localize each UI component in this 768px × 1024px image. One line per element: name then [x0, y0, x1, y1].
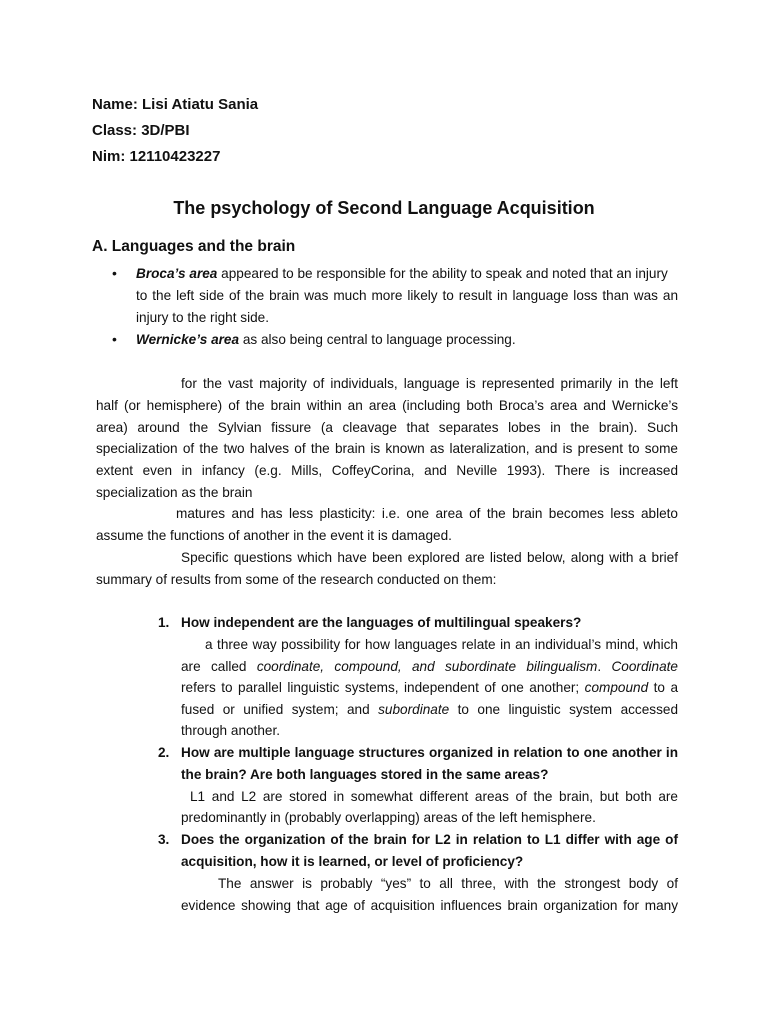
- student-nim: Nim: 12110423227: [92, 148, 221, 165]
- bullet-1-line-2: to the left side of the brain was much more likely to result in language loss than was an: [136, 288, 678, 303]
- student-class: Class: 3D/PBI: [92, 122, 190, 139]
- p1-line-8: assume the functions of another in the event it is damaged.: [96, 528, 452, 543]
- question-2-title-line-2: the brain? Are both languages stored in the same areas?: [181, 767, 549, 782]
- bullet-1-line-1: [136, 263, 668, 285]
- q1-a4-pre: fused or unified system; and: [181, 702, 379, 717]
- question-2-number: 2.: [158, 745, 170, 760]
- q1-a4-italic-subordinate: subordinate: [378, 702, 450, 717]
- question-3-answer-line-2: evidence showing that age of acquisition influences brain organization for many: [181, 898, 678, 913]
- section-heading-a: A. Languages and the brain: [92, 238, 296, 255]
- q1-a2-mid: .: [597, 659, 612, 674]
- question-1-answer-line-5: through another.: [181, 723, 281, 738]
- question-1-answer-line-3: [181, 677, 678, 699]
- question-3-title-line-1: Does the organization of the brain for L2 in relation to L1 differ with age of: [181, 832, 678, 847]
- q1-a3-italic-compound: compound: [584, 680, 649, 695]
- p1-line-7: matures and has less plasticity: i.e. one area of the brain becomes less ableto: [176, 506, 678, 521]
- p1-line-2: half (or hemisphere) of the brain within an area (including both Broca’s area and Wernicke’s: [96, 398, 678, 413]
- question-2-answer-line-1: L1 and L2 are stored in somewhat different areas of the brain, but both are: [190, 789, 678, 804]
- q1-a4-post: to one linguistic system accessed: [449, 702, 679, 717]
- p1-line-4: specialization of the two halves of the brain is known as lateralization, and is present to some: [96, 441, 678, 456]
- question-1-answer-line-1: a three way possibility for how languages relate in an individual’s mind, which: [205, 637, 678, 652]
- p1-line-1: for the vast majority of individuals, language is represented primarily in the left: [181, 376, 678, 391]
- bullet-2-line-1: [136, 329, 516, 351]
- p1-line-5: extent even in infancy (e.g. Mills, CoffeyCorina, and Neville 1993). There is increased: [96, 463, 678, 478]
- bullet-2-text: as also being central to language processing.: [239, 332, 516, 347]
- bullet-1-text: appeared to be responsible for the ability to speak and noted that an injury: [217, 266, 668, 281]
- p1-line-6: specialization as the brain: [96, 485, 253, 500]
- term-wernickes-area: Wernicke’s area: [136, 332, 240, 347]
- question-3-title-line-2: acquisition, how it is learned, or level of proficiency?: [181, 854, 524, 869]
- question-1-answer-line-4: [181, 699, 678, 721]
- q1-a3-post: to a: [648, 680, 678, 695]
- question-1-number: 1.: [158, 615, 170, 630]
- question-1-answer-line-2: [181, 656, 678, 678]
- question-3-number: 3.: [158, 832, 170, 847]
- question-2-answer-line-2: predominantly in (probably overlapping) areas of the left hemisphere.: [181, 810, 596, 825]
- question-1-title: How independent are the languages of multilingual speakers?: [181, 615, 582, 630]
- q1-a2-italic-terms: coordinate, compound, and subordinate bilingualism: [256, 659, 598, 674]
- question-2-title-line-1: How are multiple language structures organized in relation to one another in: [181, 745, 678, 760]
- p2-line-2: summary of results from some of the research conducted on them:: [96, 572, 497, 587]
- p2-line-1: Specific questions which have been explored are listed below, along with a brief: [181, 550, 678, 565]
- question-3-answer-line-1: The answer is probably “yes” to all three, with the strongest body of: [218, 876, 678, 891]
- q1-a3-pre: refers to parallel linguistic systems, independent of one another;: [181, 680, 585, 695]
- q1-a2-pre: are called: [181, 659, 257, 674]
- student-name: Name: Lisi Atiatu Sania: [92, 96, 259, 113]
- bullet-1-line-3: injury to the right side.: [136, 310, 269, 325]
- term-brocas-area: Broca’s area: [136, 266, 218, 281]
- document-title: The psychology of Second Language Acquisition: [173, 198, 595, 218]
- p1-line-3: area) around the Sylvian fissure (a cleavage that separates lobes in the brain). Such: [96, 420, 678, 435]
- q1-a2-italic-coordinate: Coordinate: [611, 659, 678, 674]
- bullet-dot: •: [112, 265, 117, 281]
- bullet-dot: •: [112, 331, 117, 347]
